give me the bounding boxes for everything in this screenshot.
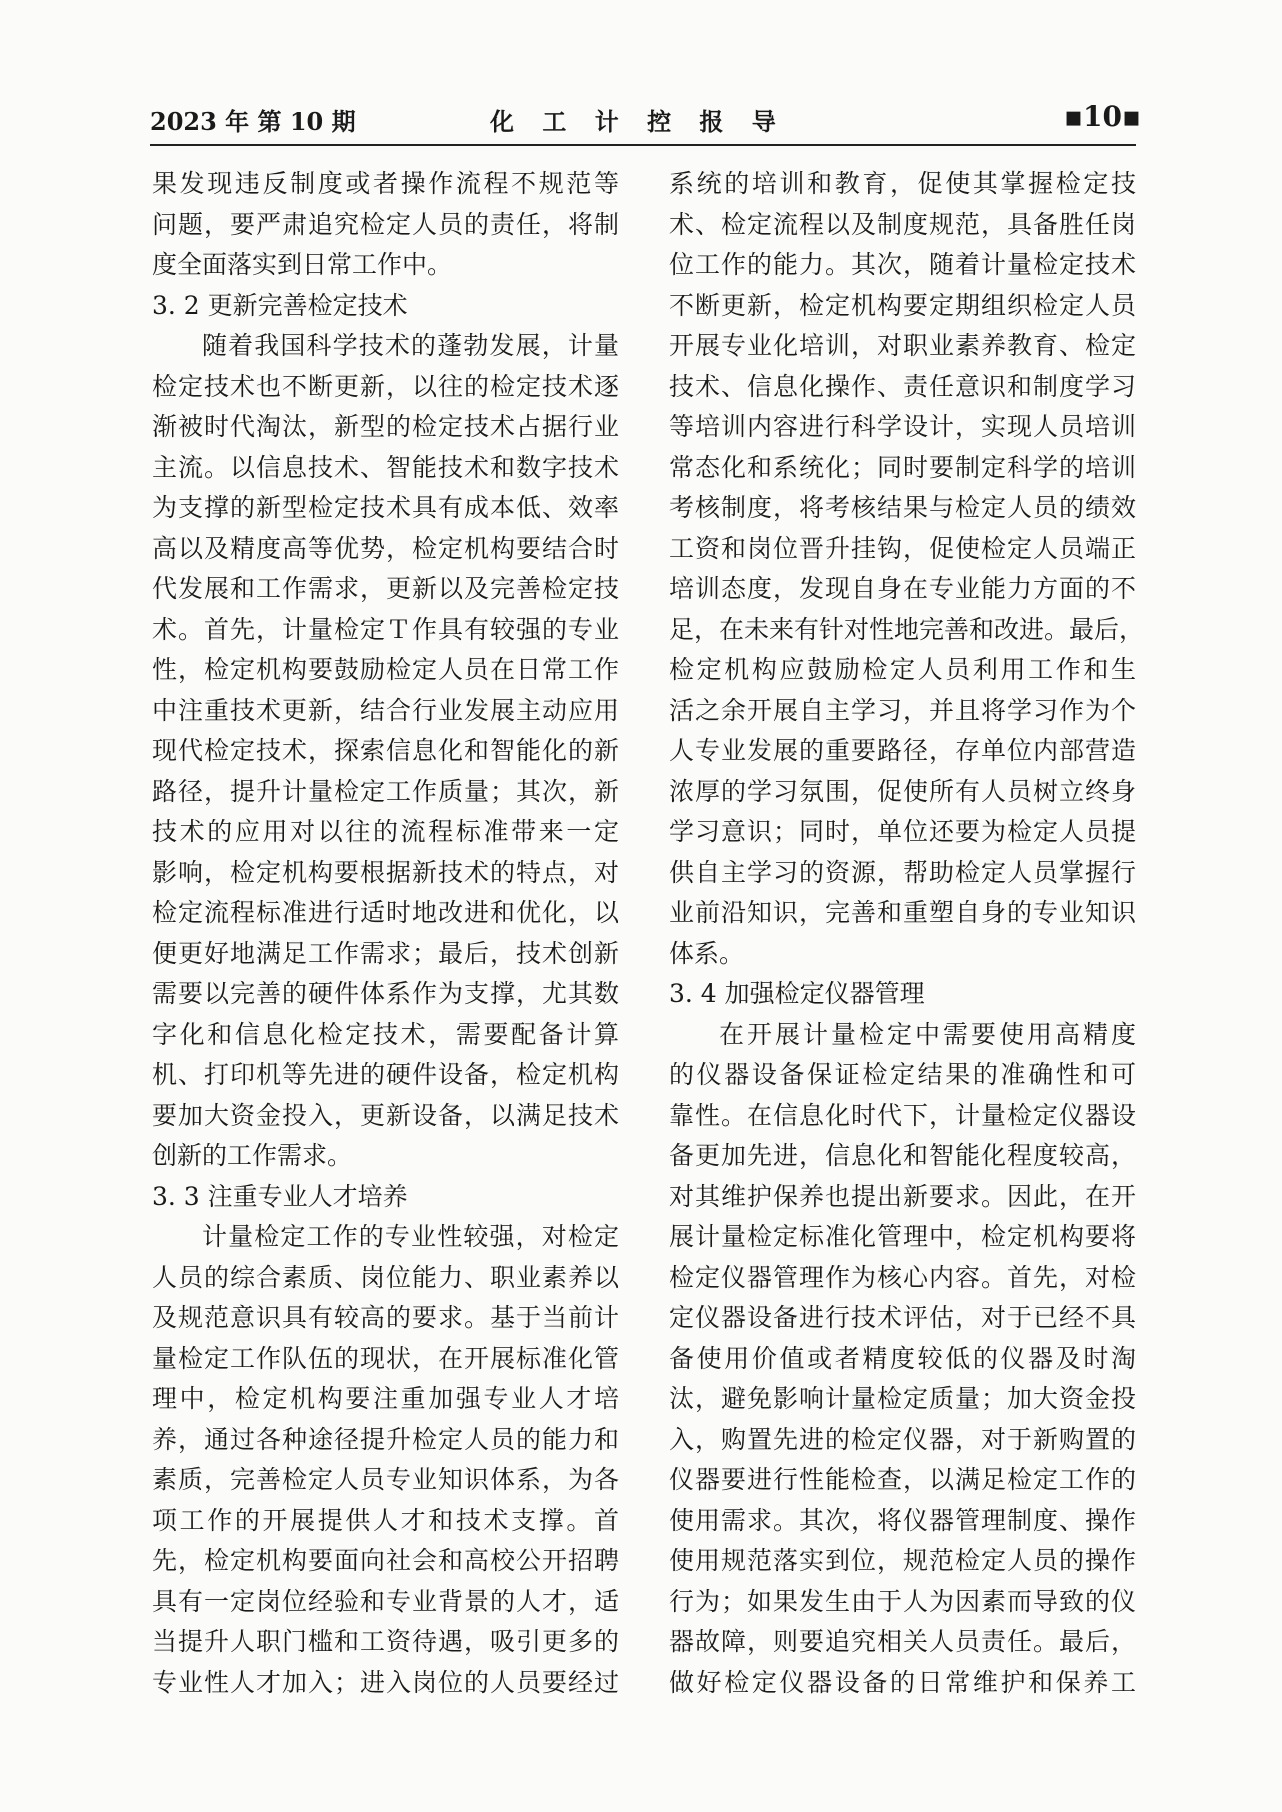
section-heading: 3. 2 更新完善检定技术 (152, 290, 408, 320)
text-line: 量检定工作队伍的现状，在开展标准化管 (152, 1343, 619, 1373)
text-line: 供自主学习的资源，帮助检定人员掌握行 (669, 857, 1136, 887)
text-line: 在开展计量检定中需要使用高精度 (719, 1019, 1136, 1049)
text-line: 机、打印机等先进的硬件设备，检定机构 (152, 1060, 619, 1089)
text-line: 度全面落实到日常工作中。 (152, 250, 453, 279)
left-text-column (152, 166, 619, 1697)
text-line: 理中，检定机构要注重加强专业人才培 (152, 1384, 619, 1413)
text-line: 检定机构应鼓励检定人员利用工作和生 (669, 655, 1136, 684)
text-line: 检定仪器管理作为核心内容。首先，对检 (669, 1262, 1136, 1292)
text-line: 中注重技术更新，结合行业发展主动应用 (152, 695, 619, 725)
text-line: 便更好地满足工作需求；最后，技术创新 (152, 938, 619, 968)
text-line: 影响，检定机构要根据新技术的特点，对 (152, 857, 619, 887)
text-line: 浓厚的学习氛围，促使所有人员树立终身 (669, 776, 1136, 806)
text-line: 随着我国科学技术的蓬勃发展，计量 (202, 331, 619, 360)
issue-label: 2023 年 第 10 期 (150, 107, 356, 136)
text-line: 创新的工作需求。 (152, 1141, 353, 1170)
text-line: 考核制度，将考核结果与检定人员的绩效 (669, 493, 1136, 522)
text-line: 高以及精度高等优势，检定机构要结合时 (152, 533, 619, 563)
text-line: 检定流程标准进行适时地改进和优化，以 (152, 898, 619, 927)
text-line: 器故障，则要追究相关人员责任。最后， (669, 1627, 1136, 1656)
text-line: 位工作的能力。其次，随着计量检定技术 (669, 250, 1136, 279)
text-line: 定仪器设备进行技术评估，对于已经不具 (669, 1303, 1136, 1332)
text-line: 不断更新，检定机构要定期组织检定人员 (669, 290, 1136, 320)
text-line: 需要以完善的硬件体系作为支撑，尤其数 (152, 979, 619, 1008)
text-line: 项工作的开展提供人才和技术支撑。首 (152, 1505, 619, 1535)
text-line: 使用需求。其次，将仪器管理制度、操作 (669, 1505, 1136, 1535)
section-heading: 3. 3 注重专业人才培养 (152, 1181, 408, 1211)
text-line: 仪器要进行性能检查，以满足检定工作的 (669, 1465, 1136, 1494)
text-line: 培训态度，发现自身在专业能力方面的不 (669, 574, 1136, 603)
text-line: 汰，避免影响计量检定质量；加大资金投 (669, 1384, 1136, 1413)
text-line: 渐被时代淘汰，新型的检定技术占据行业 (152, 412, 619, 441)
text-line: 问题，要严肃追究检定人员的责任，将制 (152, 209, 619, 239)
text-line: 技术、信息化操作、责任意识和制度学习 (669, 371, 1136, 401)
text-line: 素质，完善检定人员专业知识体系，为各 (152, 1465, 619, 1494)
text-line: 做好检定仪器设备的日常维护和保养工 (669, 1667, 1136, 1697)
text-line: 具有一定岗位经验和专业背景的人才，适 (152, 1586, 619, 1616)
text-line: 技术的应用对以往的流程标准带来一定 (152, 817, 619, 846)
text-line: 人专业发展的重要路径，存单位内部营造 (669, 736, 1136, 765)
text-line: 计量检定工作的专业性较强，对检定 (202, 1222, 619, 1251)
text-line: 等培训内容进行科学设计，实现人员培训 (669, 412, 1136, 441)
text-line: 现代检定技术，探索信息化和智能化的新 (152, 736, 619, 765)
text-line: 代发展和工作需求，更新以及完善检定技 (152, 574, 619, 603)
text-line: 系统的培训和教育，促使其掌握检定技 (669, 169, 1136, 198)
right-text-column (669, 166, 1145, 1697)
text-line: 开展专业化培训，对职业素养教育、检定 (669, 331, 1136, 360)
text-line: 行为；如果发生由于人为因素而导致的仪 (669, 1586, 1136, 1616)
text-line: 检定技术也不断更新，以往的检定技术逐 (152, 371, 619, 401)
text-line: 当提升人职门槛和工资待遇，吸引更多的 (152, 1627, 619, 1656)
text-line: 足，在未来有针对性地完善和改进。最后， (669, 614, 1145, 644)
text-line: 先，检定机构要面向社会和高校公开招聘 (152, 1546, 619, 1575)
text-line: 入，购置先进的检定仪器，对于新购置的 (669, 1424, 1136, 1454)
text-line: 业前沿知识，完善和重塑自身的专业知识 (669, 898, 1136, 927)
text-line: 果发现违反制度或者操作流程不规范等 (152, 169, 619, 198)
text-line: 常态化和系统化；同时要制定科学的培训 (669, 452, 1136, 482)
text-line: 展计量检定标准化管理中，检定机构要将 (669, 1222, 1136, 1251)
text-line: 对其维护保养也提出新要求。因此，在开 (669, 1181, 1136, 1211)
text-line: 专业性人才加入；进入岗位的人员要经过 (152, 1667, 619, 1697)
text-line: 备使用价值或者精度较低的仪器及时淘 (669, 1343, 1136, 1373)
text-line: 路径，提升计量检定工作质量；其次，新 (152, 776, 619, 806)
text-line: 术、检定流程以及制度规范，具备胜任岗 (669, 209, 1136, 239)
text-line: 活之余开展自主学习，并且将学习作为个 (669, 695, 1136, 725)
text-line: 主流。以信息技术、智能技术和数字技术 (152, 452, 619, 482)
section-heading: 3. 4 加强检定仪器管理 (669, 979, 925, 1008)
text-line: 体系。 (669, 938, 745, 968)
text-line: 养，通过各种途径提升检定人员的能力和 (152, 1424, 619, 1454)
text-line: 使用规范落实到位，规范检定人员的操作 (669, 1546, 1136, 1575)
text-line: 工资和岗位晋升挂钩，促使检定人员端正 (669, 533, 1136, 563)
journal-title: 化 工 计 控 报 导 (490, 107, 786, 136)
text-line: 字化和信息化检定技术，需要配备计算 (152, 1019, 619, 1049)
text-line: 靠性。在信息化时代下，计量检定仪器设 (669, 1100, 1136, 1130)
running-header (0, 0, 1282, 160)
header-rule (150, 144, 1136, 146)
text-line: 术。首先，计量检定Ｔ作具有较强的专业 (152, 614, 619, 644)
text-line: 要加大资金投入，更新设备，以满足技术 (152, 1100, 619, 1130)
text-line: 人员的综合素质、岗位能力、职业素养以 (152, 1262, 619, 1292)
text-line: 备更加先进，信息化和智能化程度较高， (669, 1141, 1136, 1170)
text-line: 学习意识；同时，单位还要为检定人员提 (669, 817, 1136, 846)
text-line: 及规范意识具有较高的要求。基于当前计 (152, 1303, 619, 1332)
page-number: ▪10▪ (1064, 100, 1141, 133)
text-line: 的仪器设备保证检定结果的准确性和可 (669, 1060, 1136, 1089)
text-line: 性，检定机构要鼓励检定人员在日常工作 (152, 655, 619, 684)
text-line: 为支撑的新型检定技术具有成本低、效率 (152, 493, 619, 522)
